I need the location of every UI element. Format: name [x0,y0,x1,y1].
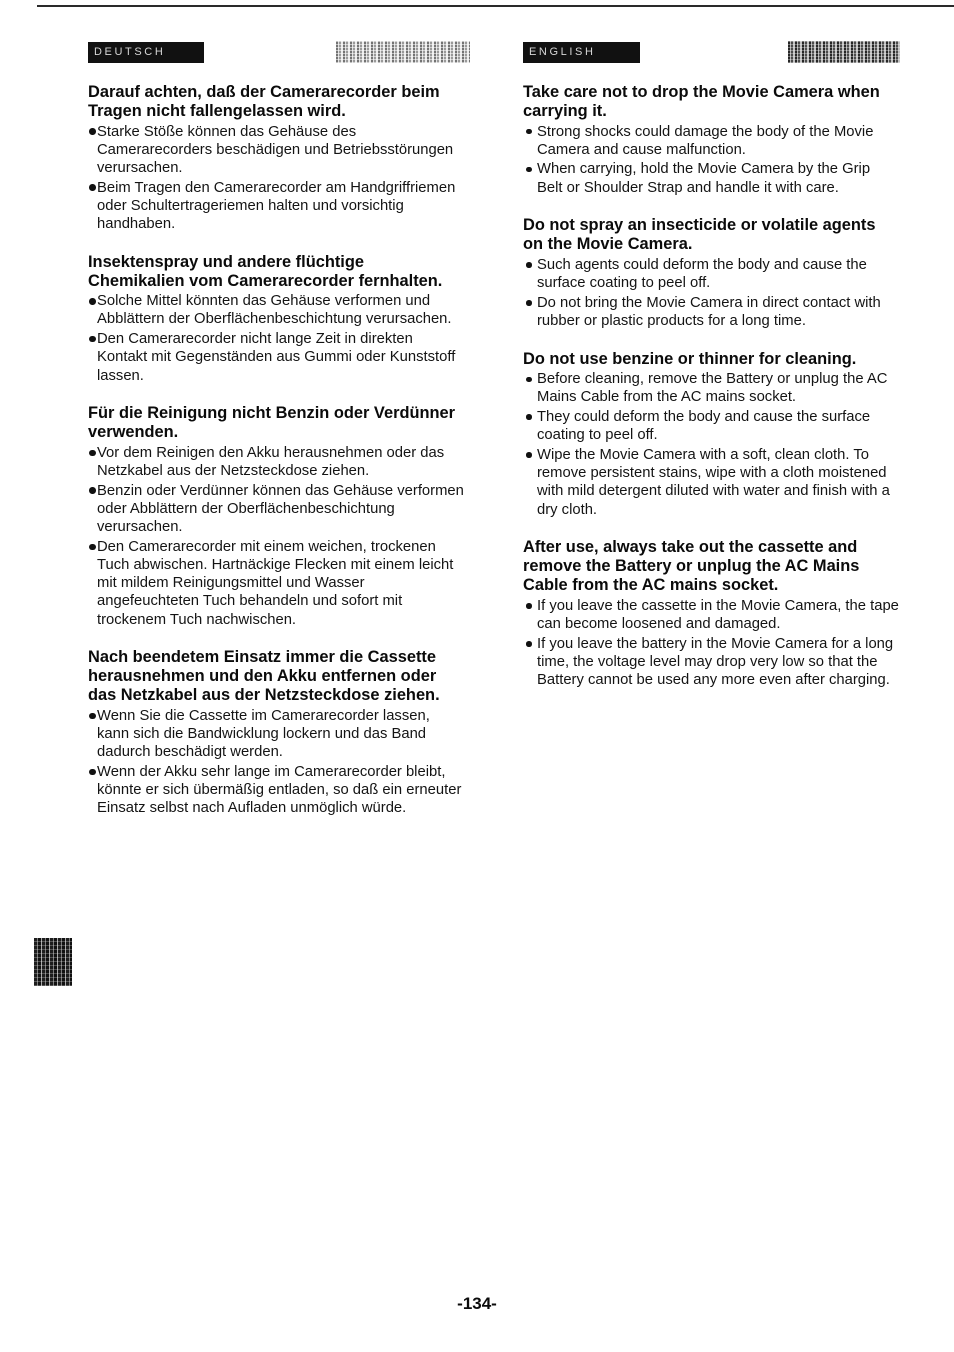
bullet-dot-icon [526,300,532,306]
bullet-dot-icon [526,414,532,420]
bullet-text: Do not bring the Movie Camera in direct contact with rubber or plastic products for a long time. [537,294,881,329]
english-section-insecticide-warning [523,216,923,330]
bullet-item [523,256,923,292]
section-heading: Für die Reinigung nicht Benzin oder Verdünner verwenden. [88,404,455,442]
german-column [88,83,473,817]
bullet-text: Wenn Sie die Cassette im Camerarecorder lassen, kann sich die Bandwicklung lockern und das Band dadurch beschädigt werden. [97,707,430,761]
bullet-dot-icon [89,184,96,191]
section-heading: Nach beendetem Einsatz immer die Cassette herausnehmen und den Akku entfernen oder das Netzkabel aus der Netzsteckdose ziehen. [88,648,440,705]
bullet-text: Beim Tragen den Camerarecorder am Handgriffriemen oder Schultertrageriemen halten und vorsichtig handhaben. [97,179,456,233]
section-heading: After use, always take out the cassette and remove the Battery or unplug the AC Mains Cable from the AC mains socket. [523,538,860,595]
bullet-dot-icon [526,377,532,383]
english-section-cleaning-warning [523,350,923,519]
bullet-dot-icon [89,544,96,551]
bullet-dot-icon [89,487,96,494]
german-section-insecticide-warning [88,253,473,385]
english-tab-label: ENGLISH [529,46,596,58]
section-heading: Do not spray an insecticide or volatile agents on the Movie Camera. [523,216,876,254]
bullet-item [88,482,473,537]
bullet-item [88,123,473,178]
english-language-tab [523,42,640,63]
bullet-text: When carrying, hold the Movie Camera by the Grip Belt or Shoulder Strap and handle it with care. [537,161,871,196]
bullet-dot-icon [526,452,532,458]
page-number: -134- [457,1294,497,1313]
bullet-item [88,763,473,818]
bullet-item [523,635,923,690]
bullet-item [88,330,473,385]
bullet-item [523,294,923,330]
german-header-halftone [336,41,470,63]
bullet-text: Solche Mittel könnten das Gehäuse verformen und Abblättern der Oberflächenbeschichtung verursachen. [97,293,452,328]
bullet-dot-icon [89,769,96,776]
bullet-item [523,123,923,159]
bullet-text: Den Camerarecorder mit einem weichen, trockenen Tuch abwischen. Hartnäckige Flecken mit einem leicht mit mildem Reinigungsmittel und Wasser angefeuchteten Tuch behandeln und sofort mit trockenem Tuch nachwischen. [97,538,454,628]
bullet-text: Such agents could deform the body and cause the surface coating to peel off. [537,256,867,292]
section-heading: Darauf achten, daß der Camerarecorder beim Tragen nicht fallengelassen wird. [88,83,440,120]
section-heading: Insektenspray und andere flüchtige Chemikalien vom Camerarecorder fernhalten. [88,252,443,290]
section-heading: Do not use benzine or thinner for cleaning. [523,349,857,368]
english-header-halftone [788,41,900,63]
bullet-text: Before cleaning, remove the Battery or unplug the AC Mains Cable from the AC mains socket. [537,371,888,406]
bullet-text: Strong shocks could damage the body of the Movie Camera and cause malfunction. [537,123,874,158]
bullet-dot-icon [526,641,532,647]
bullet-text: Wenn der Akku sehr lange im Camerarecorder bleibt, könnte er sich übermäßig entladen, so daß ein erneuter Einsatz selbst nach Aufladen unmöglich würde. [97,763,462,817]
english-section-after-use-warning [523,538,923,689]
bullet-item [88,444,473,480]
bullet-item [523,446,923,519]
top-border-line [37,5,954,7]
bullet-item [523,370,923,406]
german-language-tab [88,42,204,63]
bullet-dot-icon [526,129,532,135]
bullet-dot-icon [89,713,96,720]
bullet-dot-icon [89,298,96,305]
german-section-after-use-warning [88,648,473,817]
bullet-text: Wipe the Movie Camera with a soft, clean cloth. To remove persistent stains, wipe with a cloth moistened with mild detergent diluted with water and finish with a dry cloth. [537,446,890,518]
bullet-dot-icon [89,336,96,343]
bullet-item [88,292,473,328]
english-column [523,83,923,689]
german-section-cleaning-warning [88,404,473,629]
english-section-drop-warning [523,83,923,197]
bullet-text: Benzin oder Verdünner können das Gehäuse verformen oder Abblättern der Oberflächenbeschichtung verursachen. [97,482,464,536]
bullet-item [523,160,923,196]
bullet-item [88,538,473,629]
german-section-drop-warning [88,83,473,233]
bullet-dot-icon [89,128,96,135]
bullet-item [523,597,923,633]
scan-artifact-stripe [34,938,72,986]
bullet-dot-icon [526,262,532,268]
german-tab-label: DEUTSCH [94,46,166,58]
bullet-text: Vor dem Reinigen den Akku herausnehmen oder das Netzkabel aus der Netzsteckdose ziehen. [97,444,445,479]
bullet-item [523,408,923,444]
bullet-item [88,707,473,762]
section-heading: Take care not to drop the Movie Camera when carrying it. [523,83,880,120]
bullet-text: Den Camerarecorder nicht lange Zeit in direkten Kontakt mit Gegenständen aus Gummi oder Kunststoff lassen. [97,331,456,384]
bullet-dot-icon [526,603,532,609]
bullet-text: They could deform the body and cause the surface coating to peel off. [537,409,871,444]
bullet-text: Starke Stöße können das Gehäuse des Camerarecorders beschädigen und Betriebsstörungen verursachen. [97,123,454,176]
bullet-dot-icon [89,450,96,457]
bullet-item [88,179,473,234]
bullet-text: If you leave the battery in the Movie Camera for a long time, the voltage level may drop very low so that the Battery cannot be used any more even after charging. [537,635,894,689]
bullet-dot-icon [526,167,532,173]
bullet-text: If you leave the cassette in the Movie Camera, the tape can become loosened and damaged. [537,597,899,632]
